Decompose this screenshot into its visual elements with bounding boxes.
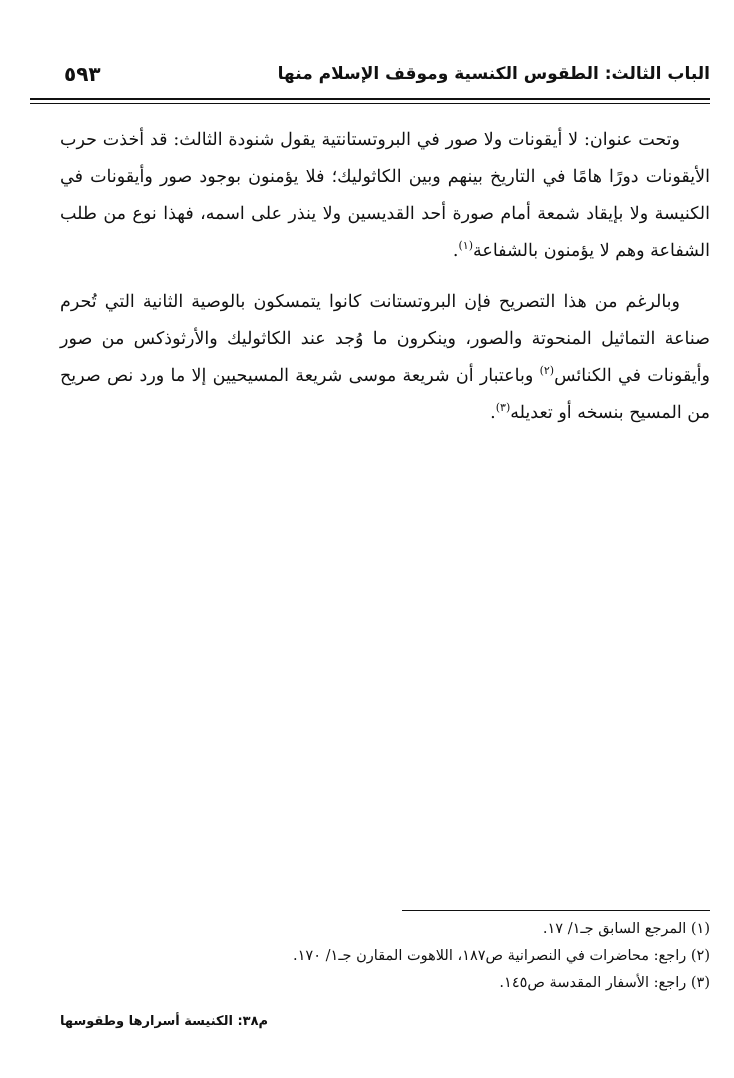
footnote-ref-1: (١) [458,239,473,253]
footnote-ref-3: (٣) [495,401,511,415]
paragraph-2-text-b: وباعتبار أن شريعة موسى شريعة المسيحيين إلا ما ورد نص صريح من المسيح بنسخه أو تعديله [60,366,710,423]
header-rule [30,98,710,100]
paragraph-2 [60,284,710,432]
chapter-title: الباب الثالث: الطقوس الكنسية وموقف الإسلام منها [277,64,710,84]
footnote-1: (١) المرجع السابق جـ١/ ١٧. [542,921,710,937]
footer-signature: م٣٨: الكنيسة أسرارها وطقوسها [60,1014,269,1029]
paragraph-1-tail: . [452,241,459,261]
page-header [60,58,710,94]
footnote-separator [402,910,710,911]
paragraph-1-text: وتحت عنوان: لا أيقونات ولا صور في البروتستانتية يقول شنودة الثالث: قد أخذت حرب الأيقونات دورًا هامًا في التاريخ بينهم وبين الكاثوليك؛ فلا يؤمنون بوجود صور وأيقونات في الكنيسة ولا بإيقاد شمعة أمام صورة أحد القديسين ولا ينذر على اسمه، فهذا نوع من طلب الشفاعة وهم لا يؤمنون بالشفاعة [60,130,710,261]
paragraph-2-tail: . [490,403,496,423]
header-rule-thin [30,103,710,104]
paragraph-2-text-a: وبالرغم من هذا التصريح فإن البروتستانت كانوا يتمسكون بالوصية الثانية التي تُحرم صناعة التماثيل المنحوتة والصور، وينكرون ما وُجد عند الكاثوليك والأرثوذكس من صور وأيقونات في الكنائس [60,292,710,386]
paragraph-1 [60,122,710,270]
footnote-2: (٢) راجع: محاضرات في النصرانية ص١٨٧، اللاهوت المقارن جـ١/ ١٧٠. [293,948,710,964]
footnote-3: (٣) راجع: الأسفار المقدسة ص١٤٥. [499,975,710,991]
footnote-ref-2: (٢) [539,364,555,378]
page-number: ٥٩٣ [64,62,101,86]
body-text [60,122,710,446]
footnotes [60,916,710,997]
